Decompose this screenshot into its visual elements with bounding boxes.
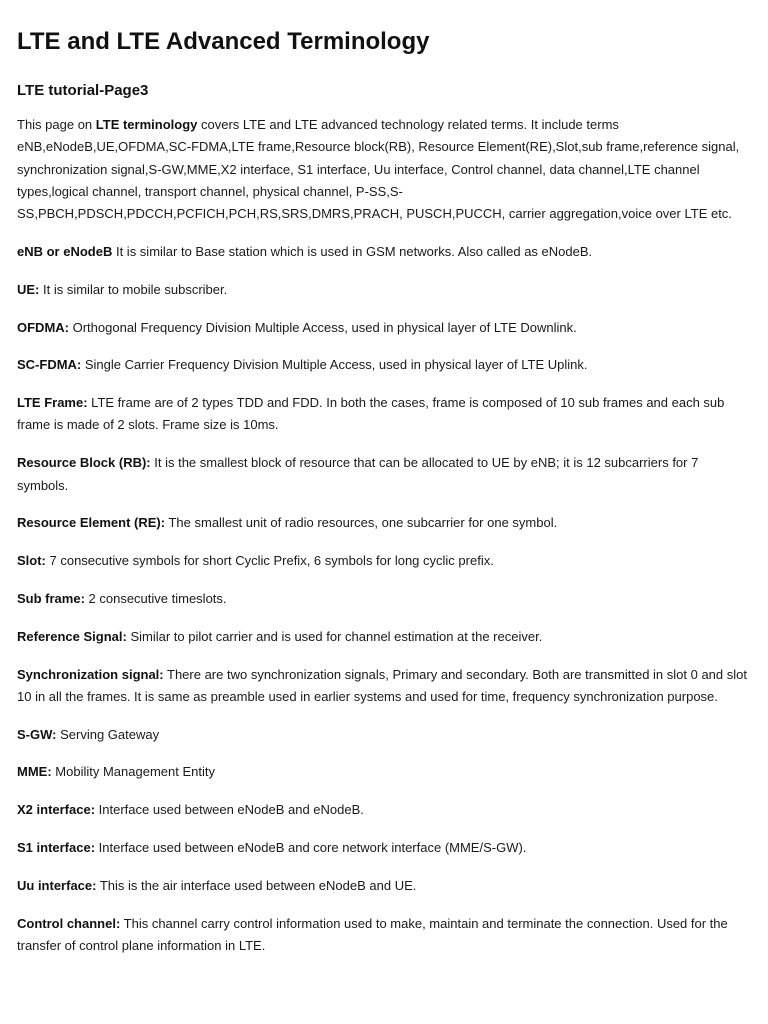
term-definition: Interface used between eNodeB and core network interface (MME/S-GW). [95, 840, 527, 856]
term-definition: Single Carrier Frequency Division Multiple Access, used in physical layer of LTE Uplink. [81, 357, 588, 373]
term-paragraph [17, 279, 751, 301]
term-definition: It is the smallest block of resource that can be allocated to UE by eNB; it is 12 subcarriers for 7 symbols. [17, 455, 699, 493]
term-paragraph [17, 550, 751, 572]
term-label: MME: [17, 764, 52, 780]
term-paragraph [17, 452, 751, 497]
term-definition: 2 consecutive timeslots. [84, 590, 227, 606]
term-label: eNB or eNodeB [17, 243, 113, 259]
term-label: Synchronization signal: [17, 666, 164, 682]
intro-after: covers LTE and LTE advanced technology related terms. It include terms eNB,eNodeB,UE,OFDMA,SC-FDMA,LTE frame,Resource block(RB), Resource Element(RE),Slot,sub frame,reference signal, synchronization signal,S-GW,MME,X2 interface, S1 interface, Uu interface, Control channel, data channel,LTE channel types,logical channel, transport channel, physical channel, P-SS,S-SS,PBCH,PDSCH,PDCCH,PCFICH,PCH,RS,SRS,DMRS,PRACH, PUSCH,PUCCH, carrier aggregation,voice over LTE etc. [17, 117, 740, 222]
term-label: Control channel: [17, 915, 121, 931]
term-paragraph [17, 241, 751, 263]
term-definition: This is the air interface used between eNodeB and UE. [96, 877, 417, 893]
term-definition: The smallest unit of radio resources, one subcarrier for one symbol. [165, 515, 558, 531]
term-label: S-GW: [17, 726, 57, 742]
term-paragraph [17, 392, 751, 437]
term-definition: It is similar to mobile subscriber. [39, 281, 228, 297]
page-title: LTE and LTE Advanced Terminology [17, 28, 430, 55]
term-paragraph [17, 761, 751, 783]
term-label: Uu interface: [17, 877, 97, 893]
term-paragraph [17, 799, 751, 821]
term-paragraph [17, 512, 751, 534]
term-definition: Similar to pilot carrier and is used for channel estimation at the receiver. [126, 628, 543, 644]
term-paragraph [17, 354, 751, 376]
term-label: Resource Element (RE): [17, 515, 166, 531]
term-paragraph [17, 837, 751, 859]
term-definition: Mobility Management Entity [51, 764, 215, 780]
term-definition: Interface used between eNodeB and eNodeB. [95, 802, 364, 818]
term-label: OFDMA: [17, 319, 69, 335]
term-definition: LTE frame are of 2 types TDD and FDD. In both the cases, frame is composed of 10 sub frames and each sub frame is made of 2 slots. Frame size is 10ms. [17, 395, 725, 433]
term-definition: There are two synchronization signals, Primary and secondary. Both are transmitted in slot 0 and slot 10 in all the frames. It is same as preamble used in earlier systems and used for time, frequency synchronization purpose. [17, 666, 747, 704]
term-definition: Serving Gateway [56, 726, 160, 742]
term-label: UE: [17, 281, 40, 297]
intro-paragraph [17, 114, 751, 225]
term-label: Resource Block (RB): [17, 455, 151, 471]
term-definition: 7 consecutive symbols for short Cyclic Prefix, 6 symbols for long cyclic prefix. [45, 553, 494, 569]
term-paragraph [17, 588, 751, 610]
page-subtitle: LTE tutorial-Page3 [17, 82, 149, 99]
term-label: S1 interface: [17, 840, 96, 856]
term-label: SC-FDMA: [17, 357, 82, 373]
intro-before: This page on [17, 117, 96, 132]
term-paragraph [17, 317, 751, 339]
term-definition: Orthogonal Frequency Division Multiple Access, used in physical layer of LTE Downlink. [69, 319, 577, 335]
term-paragraph [17, 724, 751, 746]
term-definition: This channel carry control information used to make, maintain and terminate the connection. Used for the transfer of control plane information in LTE. [17, 915, 728, 953]
term-paragraph [17, 913, 751, 958]
term-label: Reference Signal: [17, 628, 127, 644]
term-label: LTE Frame: [17, 395, 88, 411]
term-label: Sub frame: [17, 590, 85, 606]
term-definition: It is similar to Base station which is used in GSM networks. Also called as eNodeB. [112, 243, 593, 259]
intro-bold-term: LTE terminology [95, 117, 198, 132]
term-label: X2 interface: [17, 802, 96, 818]
term-paragraph [17, 626, 751, 648]
term-paragraph [17, 875, 751, 897]
term-paragraph [17, 664, 751, 709]
term-label: Slot: [17, 553, 46, 569]
